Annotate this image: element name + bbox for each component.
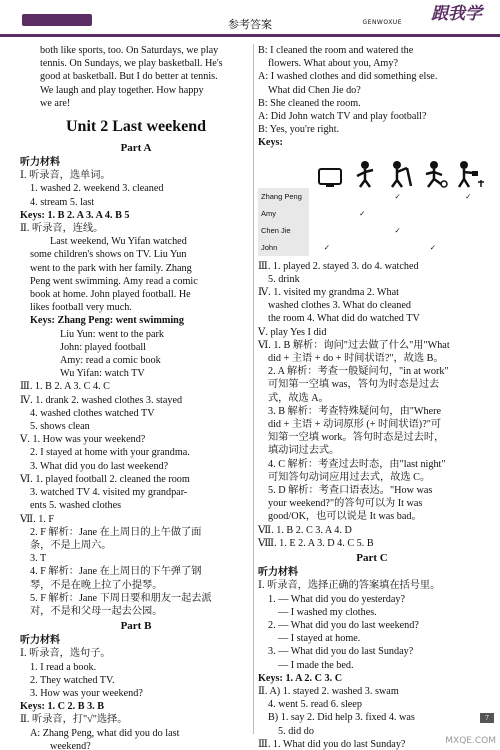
page-number: 7 bbox=[480, 713, 494, 723]
keys-cell: ✓ bbox=[394, 191, 401, 201]
left3-line: A: Zhang Peng, what did you do last bbox=[30, 727, 180, 739]
left-line: both like sports, too. On Saturdays, we play bbox=[40, 45, 219, 56]
keys-cell bbox=[415, 222, 450, 239]
right2-line: did + 主语 + 动词原形 (+ 时间状语)?"可 bbox=[268, 419, 442, 431]
part-a-heading: Part A bbox=[120, 142, 152, 155]
right2-line: Ⅵ. 1. B 解析：询问"过去做了什么"用"What bbox=[258, 339, 450, 351]
header-title: 参考答案 bbox=[228, 18, 272, 31]
keys-cell: ✓ bbox=[429, 242, 437, 252]
right-line: Keys: bbox=[258, 137, 283, 149]
right-line: A: I washed clothes and did something else. bbox=[258, 71, 438, 83]
left2-line: 2. I stayed at home with your grandma. bbox=[30, 447, 190, 459]
keys-cell bbox=[415, 188, 450, 205]
right2-line: Ⅶ. 1. B 2. C 3. A 4. D bbox=[258, 524, 352, 536]
header-rule bbox=[0, 34, 500, 37]
right3-line: — I stayed at home. bbox=[278, 633, 361, 645]
left-line: we are! bbox=[40, 97, 71, 109]
keys-row-name: Chen Jie bbox=[258, 222, 309, 239]
keys-row bbox=[258, 205, 486, 222]
left3-line: weekend? bbox=[50, 740, 91, 750]
left2-line: Amy: read a comic book bbox=[60, 355, 161, 367]
part-a-answers bbox=[20, 156, 252, 618]
keys-cell bbox=[415, 205, 450, 222]
right2-line: 可知第一空填 was，答句为时态是过去 bbox=[268, 379, 440, 391]
left2-line: 4. F 解析：Jane 在上周日的下午弹了钢 bbox=[30, 566, 202, 578]
cleaning-icon bbox=[384, 158, 415, 188]
intro-passage bbox=[20, 44, 252, 110]
dialogue-lines bbox=[258, 44, 486, 150]
right-column bbox=[258, 44, 486, 750]
left2-line: 听力材料 bbox=[20, 157, 60, 169]
keys-cell: ✓ bbox=[394, 225, 401, 235]
right3-line: B) 1. say 2. Did help 3. fixed 4. was bbox=[268, 712, 415, 724]
right2-line: Ⅷ. 1. E 2. A 3. D 4. C 5. B bbox=[258, 537, 374, 549]
keys-row-name: John bbox=[258, 239, 309, 256]
right3-line: 4. went 5. read 6. sleep bbox=[268, 699, 362, 711]
keys-cell bbox=[451, 239, 486, 256]
keys-cell bbox=[451, 222, 486, 239]
right2-line: washed clothes 3. What do cleaned bbox=[268, 300, 411, 312]
right2-line: 5. D 解析：考查口语表达。"How was bbox=[268, 485, 433, 497]
right2-line: 式，故选 A。 bbox=[268, 392, 329, 404]
right3-line: 5. did do bbox=[278, 725, 314, 737]
right2-line: your weekend?"的答句可以为 It was bbox=[268, 498, 423, 510]
left2-line: Ⅴ. 1. How was your weekend? bbox=[20, 434, 146, 446]
left2-line: ents 5. washed clothes bbox=[30, 500, 122, 512]
right3-line: — I made the bed. bbox=[278, 659, 354, 671]
keys-row bbox=[258, 239, 486, 256]
right-line: B: I cleaned the room and watered the bbox=[258, 45, 414, 56]
keys-cell: ✓ bbox=[359, 208, 366, 218]
left2-line: 5. F 解析：Jane 下周日要和朋友一起去派 bbox=[30, 592, 212, 604]
right2-line: the room 4. What did do watched TV bbox=[268, 313, 420, 325]
football-icon bbox=[420, 158, 451, 188]
unit-title: Unit 2 Last weekend bbox=[65, 118, 206, 136]
right-line: What did Chen Jie do? bbox=[268, 84, 361, 96]
right2-line: Ⅲ. 1. played 2. stayed 3. do 4. watched bbox=[258, 260, 419, 272]
right3-line: 3. — What did you do last Sunday? bbox=[268, 646, 414, 658]
left2-line: 3. What did you do last weekend? bbox=[30, 460, 169, 472]
keys-row bbox=[258, 188, 486, 205]
brand-subtitle: GENWOXUE bbox=[362, 19, 402, 26]
keys-cell bbox=[345, 188, 380, 205]
left2-line: Ⅲ. 1. B 2. A 3. C 4. C bbox=[20, 381, 110, 393]
keys-cell bbox=[309, 222, 344, 239]
right2-line: Ⅳ. 1. visited my grandma 2. What bbox=[258, 287, 399, 299]
left2-line: Ⅶ. 1. F bbox=[20, 513, 55, 525]
right2-line: 5. drink bbox=[268, 273, 300, 285]
right2-line: 知第一空填 work。答句时态是过去时， bbox=[268, 432, 445, 444]
keys-cell bbox=[345, 239, 380, 256]
part-c-answers bbox=[258, 566, 486, 750]
right3-line: Ⅱ. A) 1. stayed 2. washed 3. swam bbox=[258, 685, 399, 697]
keys-cell bbox=[451, 205, 486, 222]
right-line: A: Did John watch TV and play football? bbox=[258, 111, 427, 123]
right2-line: 3. B 解析：考查特殊疑问句，由"Where bbox=[268, 405, 442, 417]
left2-line: 对，不是和父母一起去公园。 bbox=[30, 605, 163, 617]
part-b-heading: Part B bbox=[120, 620, 152, 633]
left2-line: Ⅰ. 听录音，选单词。 bbox=[20, 170, 111, 182]
keys-row-name: Amy bbox=[258, 205, 309, 222]
keys-cell bbox=[380, 239, 415, 256]
part-c-heading: Part C bbox=[356, 552, 388, 565]
left2-line: 2. F 解析：Jane 在上周日的上午做了面 bbox=[30, 526, 202, 538]
left2-line: John: played football bbox=[60, 341, 147, 353]
left3-line: Ⅰ. 听录音，选句子。 bbox=[20, 648, 111, 660]
keys-grid bbox=[258, 188, 486, 256]
left2-line: 条，不是上周六。 bbox=[30, 539, 112, 551]
right2-line: 4. C 解析：考查过去时态，由"last night" bbox=[268, 458, 446, 470]
right2-line: 2. A 解析：考查一般疑问句，"in at work" bbox=[268, 366, 449, 378]
part-a-b-answers-cont bbox=[258, 260, 486, 550]
left2-line: Ⅵ. 1. played football 2. cleaned the room bbox=[20, 473, 190, 485]
left2-line: Keys: Zhang Peng: went swimming bbox=[30, 315, 184, 327]
right3-line: Keys: 1. A 2. C 3. C bbox=[258, 672, 343, 684]
right2-line: 可知答句动词应用过去式，故选 C。 bbox=[268, 471, 431, 483]
left3-line: 3. How was your weekend? bbox=[30, 687, 143, 699]
left2-line: book at home. John played football. He bbox=[30, 289, 191, 301]
right3-line: 听力材料 bbox=[258, 567, 298, 579]
left3-line: Ⅱ. 听录音，打"√"选择。 bbox=[20, 714, 128, 726]
left-line: good at basketball. But I do better at tennis. bbox=[40, 71, 218, 83]
right-line: flowers. What about you, Amy? bbox=[268, 58, 398, 70]
keys-cell: ✓ bbox=[323, 242, 331, 252]
column-divider bbox=[253, 44, 254, 734]
right2-line: 填动词过去式。 bbox=[268, 445, 340, 457]
keys-cell bbox=[380, 205, 415, 222]
keys-table bbox=[258, 154, 486, 256]
left2-line: 3. watched TV 4. visited my grandpar- bbox=[30, 487, 188, 499]
brand-logo: 跟我学 bbox=[431, 4, 482, 24]
left2-line: Peng went swimming. Amy read a comic bbox=[30, 275, 198, 287]
left2-line: Last weekend, Wu Yifan watched bbox=[50, 236, 187, 248]
keys-cell bbox=[345, 222, 380, 239]
keys-cell bbox=[309, 188, 344, 205]
left2-line: Ⅱ. 听录音，连线。 bbox=[20, 223, 104, 235]
activity-icons bbox=[314, 154, 486, 188]
left-column bbox=[20, 44, 252, 750]
left2-line: Keys: 1. B 2. A 3. A 4. B 5 bbox=[20, 209, 130, 221]
left2-line: 4. washed clothes watched TV bbox=[30, 407, 155, 419]
left2-line: Wu Yifan: watch TV bbox=[60, 368, 145, 380]
left-line: We laugh and play together. How happy bbox=[40, 84, 204, 96]
left2-line: 5. shows clean bbox=[30, 421, 90, 433]
left2-line: likes football very much. bbox=[30, 302, 132, 314]
tv-icon bbox=[314, 158, 345, 188]
right2-line: good/OK，也可以说是 It was bad。 bbox=[268, 511, 422, 523]
left3-line: 1. I read a book. bbox=[30, 661, 97, 673]
right2-line: did + 主语 + do + 时间状语?"，故选 B。 bbox=[268, 353, 444, 365]
part-b-answers bbox=[20, 634, 252, 750]
right3-line: 2. — What did you do last weekend? bbox=[268, 619, 419, 631]
right2-line: Ⅴ. play Yes I did bbox=[258, 326, 327, 338]
left2-line: 1. washed 2. weekend 3. cleaned bbox=[30, 183, 164, 195]
keys-row bbox=[258, 222, 486, 239]
right3-line: — I washed my clothes. bbox=[278, 606, 377, 618]
left2-line: 4. stream 5. last bbox=[30, 196, 95, 208]
left2-line: Ⅳ. 1. drank 2. washed clothes 3. stayed bbox=[20, 394, 183, 406]
keys-row-name: Zhang Peng bbox=[258, 188, 309, 205]
washing-icon bbox=[349, 158, 380, 188]
left3-line: 2. They watched TV. bbox=[30, 674, 115, 686]
right3-line: 1. — What did you do yesterday? bbox=[268, 593, 406, 605]
right3-line: Ⅰ. 听录音，选择正确的答案填在括号里。 bbox=[258, 580, 441, 592]
watermark: MXQE.COM bbox=[445, 735, 496, 746]
right-line: B: She cleaned the room. bbox=[258, 97, 361, 109]
page-header bbox=[0, 0, 500, 40]
left2-line: Liu Yun: went to the park bbox=[60, 328, 165, 340]
left-line: tennis. On Sundays, we play basketball. He's bbox=[40, 58, 223, 70]
left2-line: went to the park with her family. Zhang bbox=[30, 262, 192, 274]
left3-line: Keys: 1. C 2. B 3. B bbox=[20, 701, 105, 713]
left2-line: 琴，不是在晚上拉了小提琴。 bbox=[30, 579, 163, 591]
watering-flowers-icon bbox=[455, 158, 486, 188]
keys-cell bbox=[309, 205, 344, 222]
left3-line: 听力材料 bbox=[20, 635, 60, 647]
keys-cell: ✓ bbox=[465, 191, 472, 201]
right-line: B: Yes, you're right. bbox=[258, 124, 340, 136]
left2-line: 3. T bbox=[30, 553, 47, 565]
left2-line: some children's shows on TV. Liu Yun bbox=[30, 249, 187, 261]
right3-line: Ⅲ. 1. What did you do last Sunday? bbox=[258, 738, 406, 750]
